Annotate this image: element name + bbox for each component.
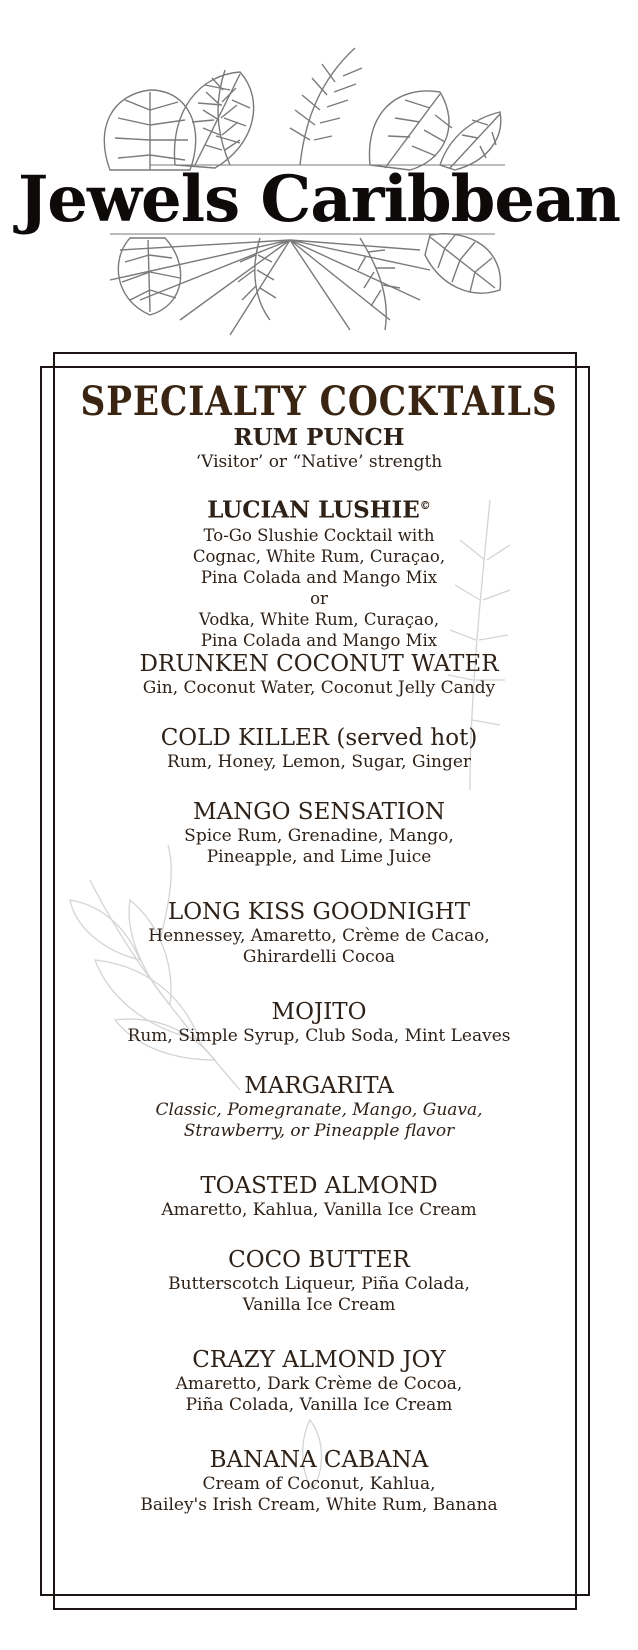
cocktail-name: MANGO SENSATION <box>192 799 445 825</box>
cocktail-name-text: LUCIAN LUSHIE <box>207 496 420 524</box>
cocktail-description: Classic, Pomegranate, Mango, Guava, <box>155 1100 483 1120</box>
cocktail-description: ‘Visitor’ or “Native’ strength <box>195 452 443 472</box>
cocktail-name: TOASTED ALMOND <box>200 1173 438 1199</box>
cocktail-name: LONG KISS GOODNIGHT <box>167 899 471 925</box>
cocktail-description: Strawberry, or Pineapple flavor <box>183 1121 455 1141</box>
cocktail-description: Bailey's Irish Cream, White Rum, Banana <box>140 1495 498 1515</box>
cocktail-item <box>0 898 638 968</box>
cocktail-item <box>0 724 638 773</box>
cocktail-description: Cream of Coconut, Kahlua, <box>202 1474 436 1494</box>
cocktail-description: Hennessey, Amaretto, Crème de Cacao, <box>148 926 490 946</box>
cocktail-description: Amaretto, Kahlua, Vanilla Ice Cream <box>161 1200 477 1220</box>
cocktail-name: DRUNKEN COCONUT WATER <box>139 651 499 677</box>
cocktail-description: Gin, Coconut Water, Coconut Jelly Candy <box>142 678 496 698</box>
cocktail-description: Piña Colada, Vanilla Ice Cream <box>185 1395 453 1415</box>
cocktail-description: Vodka, White Rum, Curaçao, <box>198 609 440 629</box>
cocktail-name: COLD KILLER (served hot) <box>160 725 478 751</box>
cocktail-name: MARGARITA <box>244 1073 394 1099</box>
cocktail-description: or <box>310 588 328 608</box>
cocktail-item <box>0 1072 638 1142</box>
cocktail-item <box>0 492 638 651</box>
cocktail-name: BANANA CABANA <box>209 1447 429 1473</box>
cocktail-description: Butterscotch Liqueur, Piña Colada, <box>168 1274 470 1294</box>
cocktail-description: Cognac, White Rum, Curaçao, <box>192 546 446 566</box>
section-title: SPECIALTY COCKTAILS <box>80 378 558 425</box>
cocktail-description: Rum, Honey, Lemon, Sugar, Ginger <box>166 752 472 772</box>
cocktail-item <box>0 798 638 868</box>
brand-name: Jewels Caribbean <box>17 162 621 237</box>
cocktail-description: To-Go Slushie Cocktail with <box>203 525 435 545</box>
cocktail-item <box>0 424 638 473</box>
cocktail-description: Pina Colada and Mango Mix <box>200 630 438 650</box>
cocktail-item <box>0 1446 638 1516</box>
cocktail-description: Spice Rum, Grenadine, Mango, <box>184 826 454 846</box>
cocktail-name: RUM PUNCH <box>233 424 405 451</box>
cocktail-item <box>0 650 638 699</box>
cocktail-name: CRAZY ALMOND JOY <box>192 1347 446 1373</box>
cocktail-description: Pineapple, and Lime Juice <box>206 847 432 867</box>
cocktail-name: COCO BUTTER <box>228 1247 410 1273</box>
cocktail-item <box>0 1346 638 1416</box>
cocktail-description: Amaretto, Dark Crème de Cocoa, <box>175 1374 463 1394</box>
cocktail-item <box>0 1172 638 1221</box>
cocktail-item <box>0 1246 638 1316</box>
cocktail-description: Pina Colada and Mango Mix <box>200 567 438 587</box>
cocktail-name: MOJITO <box>271 999 367 1025</box>
cocktail-description: Ghirardelli Cocoa <box>242 947 396 967</box>
cocktail-name <box>0 492 638 525</box>
cocktail-item <box>0 998 638 1047</box>
cocktail-description: Vanilla Ice Cream <box>242 1295 396 1315</box>
copyright-mark: © <box>419 499 431 512</box>
cocktail-description: Rum, Simple Syrup, Club Soda, Mint Leaves <box>127 1026 511 1046</box>
